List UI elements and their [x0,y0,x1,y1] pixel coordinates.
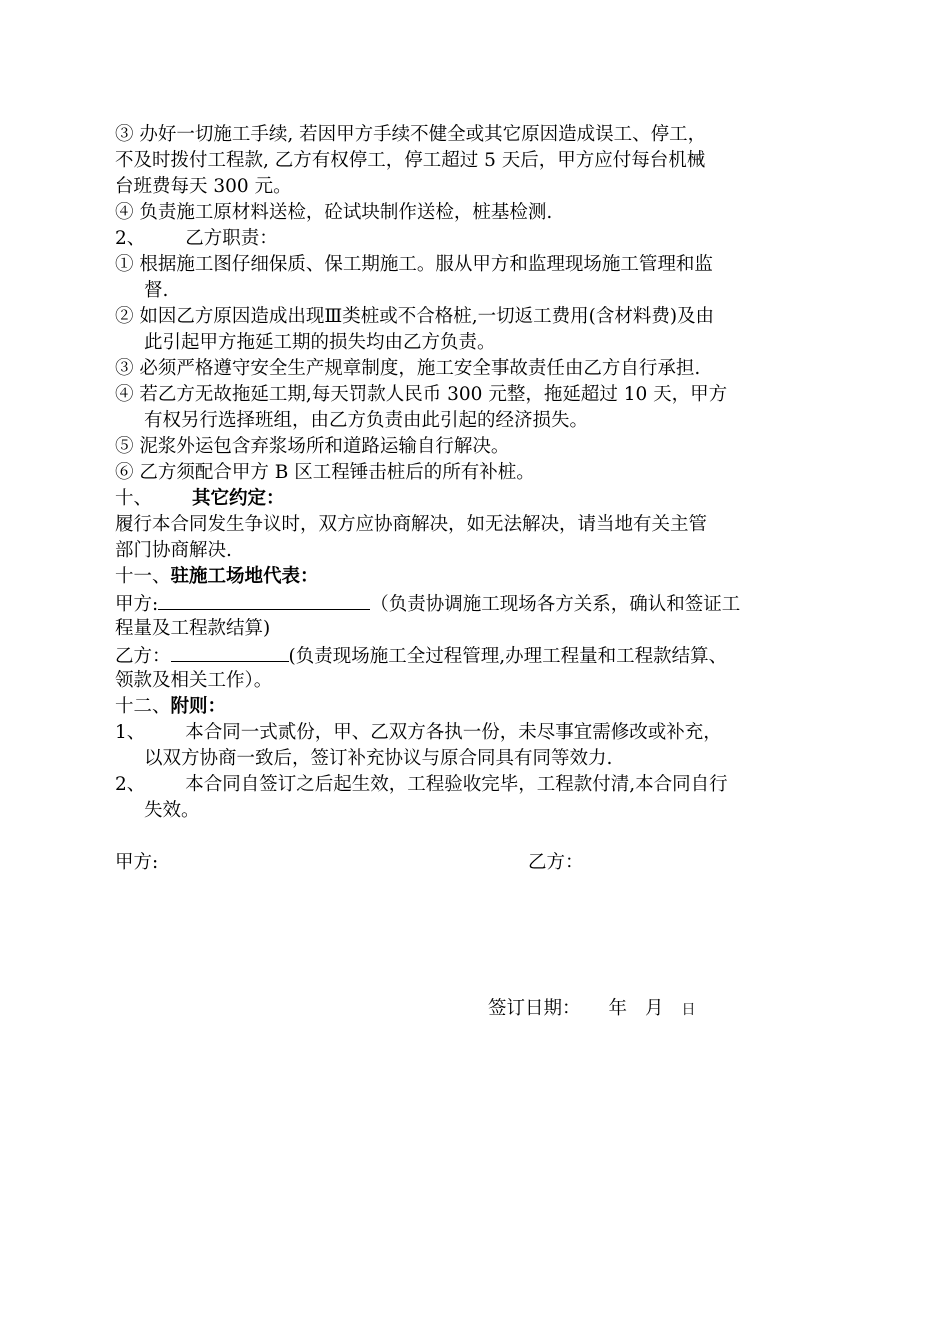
clause-text: 本合同一式贰份，甲、乙双方各执一份，未尽事宜需修改或补充， [185,722,722,743]
section-number: 十、 [115,488,153,509]
item-2-heading [115,226,278,252]
clause-b4-line1: ④ 若乙方无故拖延工期,每天罚款人民币 300 元整，拖延超过 10 天，甲方 [115,384,728,405]
section-10-text-line1: 履行本合同发生争议时，双方应协商解决，如无法解决，请当地有关主管 [115,514,708,535]
clause-number: 2、 [115,774,146,795]
clause-b1-line1: ① 根据施工图仔细保质、保工期施工。服从甲方和监理现场施工管理和监 [115,254,713,275]
party-a-duties: （负责协调施工现场各方关系，确认和签证工 [370,594,741,615]
clause-b3: ③ 必须严格遵守安全生产规章制度，施工安全事故责任由乙方自行承担. [115,358,701,379]
clause-c1-line1 [115,720,722,746]
party-a-signature-blank[interactable] [158,590,370,610]
clause-c2-line2: 失效。 [144,800,200,821]
clause-b4-line2: 有权另行选择班组，由乙方负责由此引起的经济损失。 [144,410,589,431]
date-month: 月 [645,998,664,1019]
item-number: 2、 [115,228,146,249]
party-b-representative [115,642,727,670]
item-title: 乙方职责： [185,228,278,249]
signing-date-label: 签订日期： [488,998,581,1019]
clause-a4: ④ 负责施工原材料送检，砼试块制作送检，桩基检测. [115,202,553,223]
section-number: 十二、 [115,696,171,717]
clause-a3-line1: ③ 办好一切施工手续, 若因甲方手续不健全或其它原因造成误工、停工， [115,124,707,145]
clause-a3-line2: 不及时拨付工程款, 乙方有权停工，停工超过 5 天后，甲方应付每台机械 [115,150,706,171]
clause-c1-line2: 以双方协商一致后，签订补充协议与原合同具有同等效力. [144,748,613,769]
clause-text: 本合同自签订之后起生效，工程验收完毕，工程款付清,本合同自行 [185,774,728,795]
party-b-duties: (负责现场施工全过程管理,办理工程量和工程款结算、 [288,646,728,667]
clause-b6: ⑥ 乙方须配合甲方 B 区工程锤击桩后的所有补桩。 [115,462,535,483]
party-a-label: 甲方: [115,594,159,615]
party-b-label: 乙方： [115,646,171,667]
clause-a3-line3: 台班费每天 300 元。 [115,176,292,197]
clause-number: 1、 [115,722,146,743]
clause-b2-line2: 此引起甲方拖延工期的损失均由乙方负责。 [144,332,496,353]
section-12-heading [115,694,226,720]
section-title: 其它约定： [192,488,285,509]
signing-date [488,996,696,1024]
section-11-heading [115,564,319,590]
party-b-duties-line2: 领款及相关工作）。 [115,670,273,691]
section-title: 驻施工场地代表： [170,566,319,587]
date-day: 日 [681,1002,696,1018]
party-b-signature-blank[interactable] [171,642,289,662]
section-number: 十一、 [115,566,171,587]
clause-b5: ⑤ 泥浆外运包含弃浆场所和道路运输自行解决。 [115,436,510,457]
party-a-duties-line2: 程量及工程款结算) [115,618,271,639]
section-10-heading [115,486,285,512]
clause-b1-line2: 督. [144,280,169,301]
signature-party-a: 甲方: [115,852,159,873]
date-year: 年 [608,998,628,1019]
section-title: 附则： [170,696,227,717]
clause-c2-line1 [115,772,728,798]
section-10-text-line2: 部门协商解决. [115,540,232,561]
party-a-representative [115,590,740,618]
clause-b2-line1: ② 如因乙方原因造成出现Ⅲ类桩或不合格桩,一切返工费用(含材料费)及由 [115,306,715,327]
signature-party-b: 乙方： [528,852,584,873]
